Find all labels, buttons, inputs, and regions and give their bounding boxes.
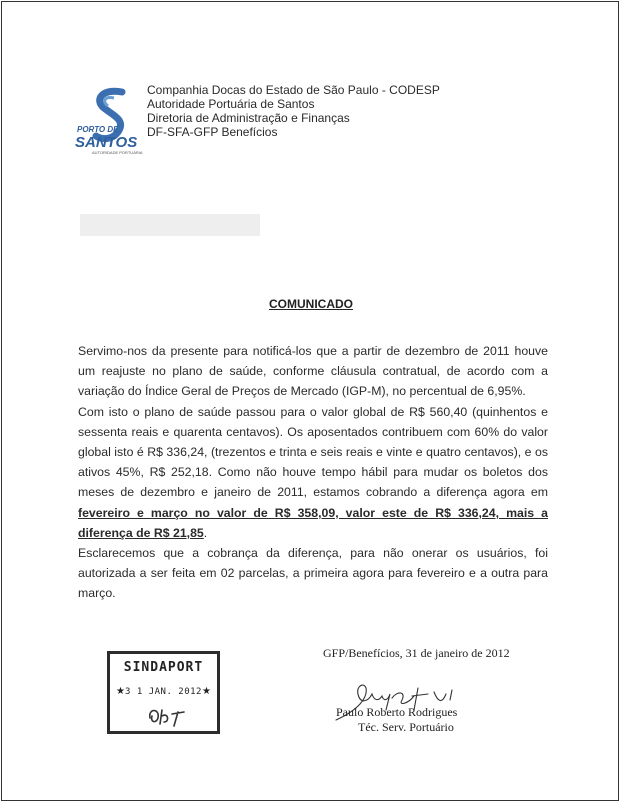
svg-text:AUTORIDADE PORTUÁRIA: AUTORIDADE PORTUÁRIA — [92, 150, 143, 155]
sindaport-stamp — [107, 651, 220, 734]
stamp-date: 3 1 JAN. 2012 — [125, 687, 202, 697]
header-line-directorate: Diretoria de Administração e Finanças — [147, 111, 350, 125]
stamp-name: SINDAPORT — [123, 660, 204, 675]
body-text — [78, 341, 548, 604]
paragraph-installments: Esclarecemos que a cobrança da diferença, para não onerar os usuários, foi autorizada a ser feita em 02 parcelas, a primeira agora para fevereiro e a outra para março. — [78, 546, 548, 601]
values-intro: Com isto o plano de saúde passou para o valor global de R$ 560,40 (quinhentos e sessenta reais e quarenta centavos). Os aposentados contribuem com 60% do valor global isto é R$ 336,24, (trezentos e trinta e seis reais e vinte e quatro centavos), e os ativos 45%, R$ 252,18. Como não houve tempo hábil para mudar os boletos dos meses de dezembro e janeiro de 2011, estamos cobrando a diferença agora em — [78, 404, 548, 500]
porto-de-santos-logo — [74, 86, 144, 156]
signatory-role: Téc. Serv. Portuário — [358, 720, 454, 734]
svg-text:SANTOS: SANTOS — [75, 134, 138, 151]
paragraph-values — [78, 402, 548, 543]
header-line-department: DF-SFA-GFP Benefícios — [147, 125, 278, 139]
star-icon: ★ — [116, 686, 125, 697]
header-line-authority: Autoridade Portuária de Santos — [147, 97, 315, 111]
faint-bleedthrough-mark — [78, 200, 268, 250]
place-date: GFP/Benefícios, 31 de janeiro de 2012 — [323, 646, 510, 660]
header-address — [147, 83, 440, 139]
header-line-company: Companhia Docas do Estado de São Paulo - CODESP — [147, 83, 440, 97]
signatory-name: Paulo Roberto Rodrigues — [336, 705, 458, 719]
stamp-handwritten-mark — [146, 702, 190, 728]
values-end: . — [203, 525, 208, 540]
svg-text:PORTO DE: PORTO DE — [77, 125, 119, 134]
star-icon: ★ — [202, 686, 211, 697]
signatory-block — [336, 705, 457, 735]
document-title: COMUNICADO — [269, 297, 353, 311]
payment-highlight: fevereiro e março no valor de R$ 358,09, valor este de R$ 336,24, mais a diferença de R$ 21,85 — [78, 505, 548, 540]
paragraph-notice: Servimo-nos da presente para notificá-los que a partir de dezembro de 2011 houve um reajuste no plano de saúde, conforme cláusula contratual, de acordo com a variação do Índice Geral de Preços de Mercado (IGP-M), no percentual de 6,95%. — [78, 344, 548, 399]
